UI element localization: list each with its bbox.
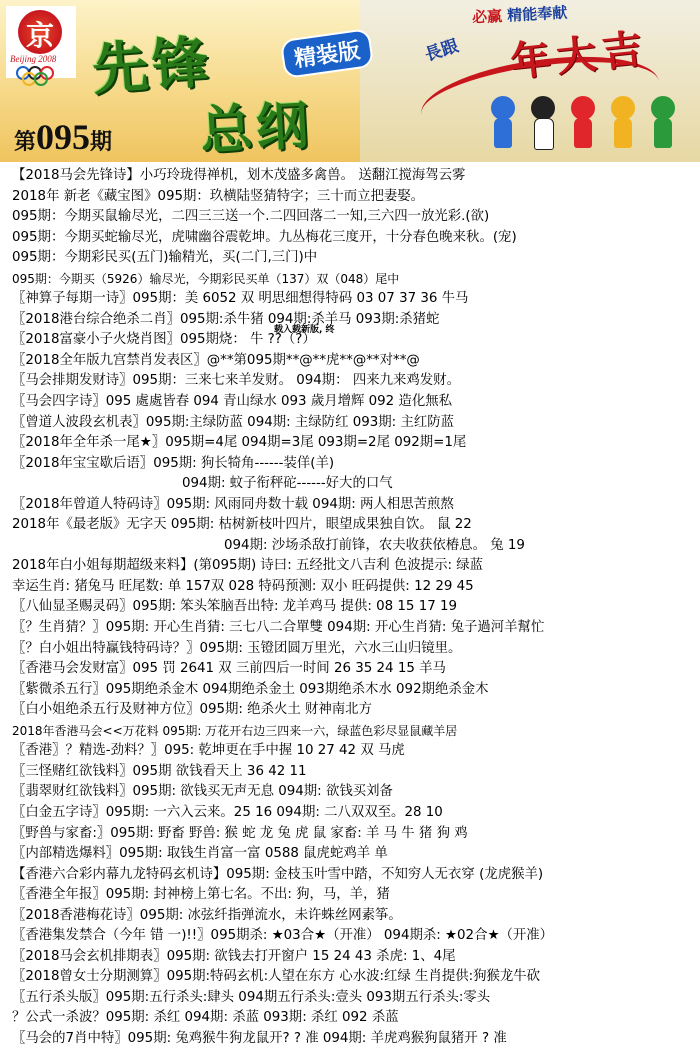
list-item: 〖2018香港梅花诗〗095期: 冰弦纤指弹流水，未许蛛丝网素筝。 xyxy=(12,907,402,923)
list-item: 〖三怪赌红欲钱料〗095期 欲钱看天上 36 42 11 xyxy=(12,763,307,779)
list-item: 【香港六合彩内幕九龙特码玄机诗】095期: 金枝玉叶雪中踏，不知穷人无衣穿 (龙虎猴羊) xyxy=(12,866,544,882)
list-item: 〖2018年宝宝歇后语〗095期: 狗长犄角------装佯(羊) xyxy=(12,455,335,471)
list-item: 2018年《最老版》无字天 095期: 枯树新枝叶四片，眼望成果独自饮。 鼠 22 xyxy=(12,517,472,533)
list-item: 2018年白小姐每期超级来料】(第095期) 诗曰: 五经批文八吉利 色波提示: 绿蓝 xyxy=(12,558,484,574)
list-item: 〖神算子每期一诗〗095期：美 6052 双 明思细想得特码 03 07 37 36 牛马 xyxy=(12,291,469,307)
list-item: 〖内部精选爆料〗095期: 取钱生肖富一富 0588 鼠虎蛇鸡羊 单 xyxy=(12,846,388,862)
list-item: 094期: 蚊子衔秤砣------好大的口气 xyxy=(182,476,393,492)
logo-caption: Beijing 2008 xyxy=(10,54,57,64)
list-item: 〖紫微杀五行〗095期绝杀金木 094期绝杀金土 093期绝杀木水 092期绝杀金木 xyxy=(12,681,489,697)
list-item: 〖2018马会玄机排期表〗095期: 欲钱去打开窗户 15 24 43 杀虎: 1、4尾 xyxy=(12,948,456,964)
banner-title-line1: 先锋 xyxy=(90,29,215,104)
list-item: ？公式一杀波？095期: 杀红 094期: 杀蓝 093期: 杀红 092 杀蓝 xyxy=(12,1010,399,1026)
prediction-list xyxy=(0,162,700,1050)
list-item: 〖2018年全年杀一尾★〗095期=4尾 094期=3尾 093期=2尾 092期=1尾 xyxy=(12,435,467,451)
list-item: 〖曾道人波段玄机表〗095期:主绿防蓝 094期: 主绿防红 093期: 主红防蓝 xyxy=(12,414,454,430)
list-item: 〖香港马会发财富〗095 罚 2641 双 三前四后一时间 26 35 24 15 羊马 xyxy=(12,661,446,677)
list-item: 〖马会四字诗〗095 處處皆春 094 青山绿水 093 歲月增辉 092 造化無私 xyxy=(12,394,453,410)
fuwa-mascot-icon xyxy=(648,96,678,152)
fuwa-mascot-icon xyxy=(568,96,598,152)
slogan: 必赢 精能奉献 xyxy=(471,3,568,27)
list-item: 〖翡翠财红欲钱料〗095期: 欲钱买无声无息 094期: 欲钱买刘备 xyxy=(12,784,393,800)
list-item: 〖2018富豪小子火烧肖图〗095期烧： 牛 ??（?） xyxy=(12,332,316,348)
fuwa-mascot-icon xyxy=(488,96,518,152)
edition-badge: 精装版 xyxy=(280,28,375,79)
list-item: 094期: 沙场杀敌打前锋，农夫收获依椿息。 兔 19 xyxy=(224,537,525,553)
issue-number: 第095期 xyxy=(14,117,113,157)
list-item: 095期：今期买蛇输尽光，虎啸幽谷震乾坤。九丛梅花三度开，十分春色晚来秋。(宠) xyxy=(12,229,517,245)
list-item: 095期：今期买（5926）输尽光，今期彩民买单（137）双（048）尾中 xyxy=(12,271,400,286)
beijing-2008-logo xyxy=(6,6,76,78)
list-item: 〖马会的7肖中特〗095期: 兔鸡猴牛狗龙鼠开? ? 准 094期: 羊虎鸡猴狗鼠猪开 ? 准 xyxy=(12,1030,507,1046)
list-item: 2018年香港马会<<万花料 095期: 万花开右边三四来一六，绿蓝色彩尽显鼠藏羊居 xyxy=(12,723,458,738)
list-item: 〖五行杀头版〗095期:五行杀头:肆头 094期五行杀头:壹头 093期五行杀头:零头 xyxy=(12,989,491,1005)
list-item: 〖野兽与家畜:〗095期: 野畜 野兽: 猴 蛇 龙 兔 虎 鼠 家畜: 羊 马 牛 猪 狗 鸡 xyxy=(12,825,468,841)
list-item: 〖2018港台综合绝杀二肖〗095期:杀牛猪 094期:杀羊马 093期:杀猪蛇 xyxy=(12,311,440,327)
header-banner xyxy=(0,0,700,162)
olympic-emblem-icon: 京 xyxy=(18,10,62,54)
fuwa-mascot-icon xyxy=(528,96,558,152)
list-item: 幸运生肖: 猪兔马 旺尾数: 单 157双 028 特码预测: 双小 旺码提供: 12 29 45 xyxy=(12,578,474,594)
list-item: 〖白小姐绝杀五行及财神方位〗095期: 绝杀火土 财神南北方 xyxy=(12,702,372,718)
list-item: 〖香港集发禁合（今年 错 一)!!〗095期杀: ★03合★（开准） 094期杀: ★02合★（开准） xyxy=(12,928,554,944)
list-item: 〖2018全年版九宫禁肖发表区〗@**第095期**@**虎**@**对**@ xyxy=(12,352,420,368)
list-item: 〖白金五字诗〗095期: 一六入云来。25 16 094期: 二八双双至。28 10 xyxy=(12,804,443,820)
list-item: 2018年 新老《藏宝图》095期：玖横陆竖猜特字；三十而立把妻娶。 xyxy=(12,188,425,204)
changgen-text: 長跟 xyxy=(422,36,462,66)
list-item: 095期：今期买鼠输尽光，二四三三送一个.二四回落二一知,三六四一放光彩.(欲) xyxy=(12,209,490,225)
list-item: 〖2018曾女士分期测算〗095期:特码玄机:人望在东方 心水波:红绿 生肖提供:狗猴龙牛砍 xyxy=(12,969,541,985)
list-item: 〖2018年曾道人特码诗〗095期: 风雨同舟数十载 094期: 两人相思苦煎熬 xyxy=(12,496,454,512)
list-item: 095期：今期彩民买(五门)输精光，买(二门,三门)中 xyxy=(12,250,318,266)
list-item: 〖？白小姐出特赢钱特码诗？〗095期: 玉镫团圆万里光，六水三山归镜里。 xyxy=(12,640,462,656)
list-item: 〖香港全年报〗095期: 封神榜上第七名。不出: 狗，马，羊，猪 xyxy=(12,887,390,903)
list-item: 〖八仙显圣赐灵码〗095期: 笨头笨脑吾出特: 龙羊鸡马 提供: 08 15 17 19 xyxy=(12,599,458,615)
list-item: 〖香港〗？精选-劲料？〗095: 乾坤更在手中握 10 27 42 双 马虎 xyxy=(12,743,405,759)
fuwa-mascot-icon xyxy=(608,96,638,152)
banner-title-line2: 总纲 xyxy=(198,96,314,162)
list-item: 〖？生肖猜？〗095期: 开心生肖猜: 三七八二合單雙 094期: 开心生肖猜: 兔子過河羊幫忙 xyxy=(12,620,545,636)
list-item: 〖马会排期发财诗〗095期：三来七来羊发财。 094期： 四来九来鸡发财。 xyxy=(12,373,460,389)
inline-note: 载入载新版, 终 xyxy=(274,325,335,335)
list-item: 【2018马会先锋诗】小巧玲珑得禅机，划木茂盛多禽兽。 送翻江搅海驾云雾 xyxy=(12,168,466,183)
new-year-greeting: 年大吉 xyxy=(508,24,651,87)
